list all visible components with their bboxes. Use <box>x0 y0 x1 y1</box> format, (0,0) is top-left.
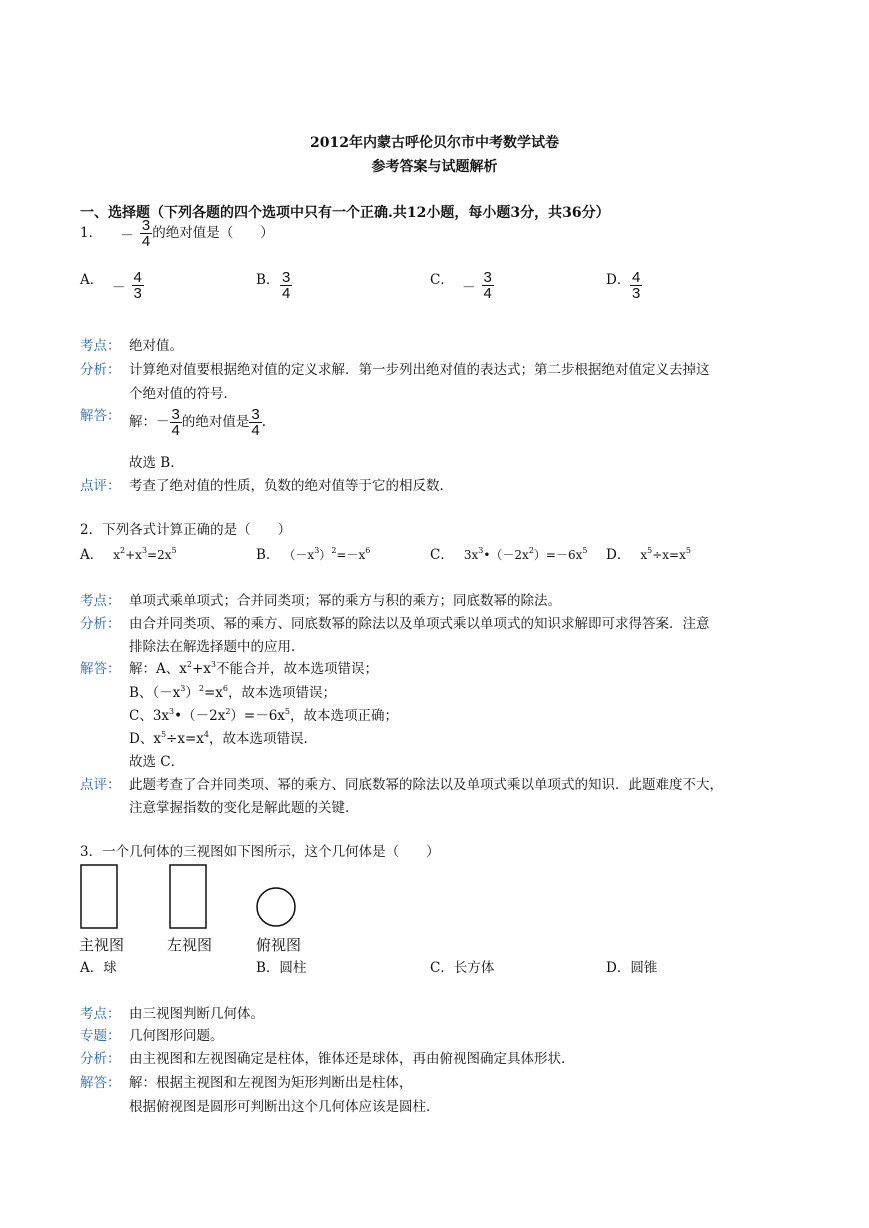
q1-stem: 1． － $\frac{3}{4}$ 的绝对值是（ ） <box>80 217 274 250</box>
q1-option-c-value: － $\frac{3}{4}$ <box>462 269 492 302</box>
q2-jieda-c: C、$3x^3•(-2x^2)=-6x^5$，故本选项正确； <box>129 707 399 724</box>
q1-dianping: 考查了绝对值的性质，负数的绝对值等于它的相反数． <box>129 478 453 494</box>
q3-kaodian-label: 考点： <box>80 1006 121 1022</box>
q2-option-d: D． $x^5\div x=x^5$ <box>606 546 691 563</box>
q1-option-b-value: $\frac{3}{4}$ <box>282 269 291 302</box>
q2-kaodian: 单项式乘单项式；合并同类项；幂的乘方与积的乘方；同底数幂的除法。 <box>129 593 561 609</box>
q2-dianping-line2: 注意掌握指数的变化是解此题的关键． <box>129 800 359 816</box>
doc-subtitle: 参考答案与试题解析 <box>371 159 498 175</box>
q1-option-b: B． <box>256 272 280 288</box>
top-view-circle <box>257 888 295 926</box>
q2-jieda-end: 故选 C． <box>129 754 185 770</box>
q1-jieda-line2: 故选 B． <box>129 455 184 471</box>
q3-zhuanti-label: 专题： <box>80 1028 121 1044</box>
q3-stem: 3．一个几何体的三视图如下图所示，这个几何体是（ ） <box>80 844 440 860</box>
side-view-rect <box>170 865 206 928</box>
q2-fenxi-line2: 排除法在解选择题中的应用． <box>129 639 305 655</box>
q1-option-a: A． <box>80 272 104 288</box>
q3-option-a: A．球 <box>80 960 117 976</box>
q3-jieda-line1: 解：根据主视图和左视图为矩形判断出是柱体， <box>129 1075 413 1091</box>
q1-fenxi-line1: 计算绝对值要根据绝对值的定义求解．第一步列出绝对值的表达式；第二步根据绝对值定义去掉这 <box>129 362 710 378</box>
q1-stem-fraction: $\frac{3}{4}$ <box>141 217 151 250</box>
q3-kaodian: 由三视图判断几何体。 <box>129 1006 264 1022</box>
q2-jieda-d: D、$x^5\div x=x^4$，故本选项错误． <box>129 730 317 747</box>
q1-fenxi-line2: 个绝对值的符号． <box>129 386 237 402</box>
q1-option-c: C． <box>430 272 454 288</box>
q3-option-c: C．长方体 <box>430 960 495 976</box>
q2-option-a: A． $x^2+x^3=2x^5$ <box>80 546 177 563</box>
q2-option-b: B． $(-x^3)^2=-x^6$ <box>256 546 371 563</box>
doc-title: 2012年内蒙古呼伦贝尔市中考数学试卷 <box>310 135 559 151</box>
front-view-rect <box>81 865 117 928</box>
top-view-label: 俯视图 <box>256 936 302 954</box>
q2-option-c: C． $3x^3•(-2x^2)=-6x^5$ <box>430 546 588 563</box>
q1-jieda-label: 解答： <box>80 408 121 424</box>
q2-fenxi-line1: 由合并同类项、幂的乘方、同底数幂的除法以及单项式乘以单项式的知识求解即可求得答案．注意 <box>129 616 710 632</box>
q2-fenxi-label: 分析： <box>80 616 121 632</box>
three-view-figure <box>76 860 316 940</box>
q2-dianping-line1: 此题考查了合并同类项、幂的乘方、同底数幂的除法以及单项式乘以单项式的知识．此题难度不大， <box>129 777 723 793</box>
q2-kaodian-label: 考点： <box>80 593 121 609</box>
q1-option-d: D． <box>606 272 631 288</box>
q1-kaodian: 绝对值。 <box>129 338 183 354</box>
q2-stem: 2．下列各式计算正确的是（ ） <box>80 522 292 538</box>
q1-jieda-line1: 解：－ $\frac{3}{4}$ 的绝对值是 $\frac{3}{4}$ . <box>129 406 266 439</box>
q3-fenxi-label: 分析： <box>80 1051 121 1067</box>
q1-fenxi-label: 分析： <box>80 362 121 378</box>
front-view-label: 主视图 <box>79 936 125 954</box>
side-view-label: 左视图 <box>167 936 213 954</box>
q2-jieda-b: B、$(-x^3)^2=x^6$，故本选项错误； <box>129 684 337 701</box>
q3-zhuanti: 几何图形问题。 <box>129 1028 224 1044</box>
q3-option-d: D．圆锥 <box>606 960 658 976</box>
q1-dianping-label: 点评： <box>80 478 121 494</box>
q3-option-b: B．圆柱 <box>256 960 307 976</box>
q3-jieda-label: 解答： <box>80 1075 121 1091</box>
q2-jieda-label: 解答： <box>80 661 121 677</box>
q3-fenxi: 由主视图和左视图确定是柱体，锥体还是球体，再由俯视图确定具体形状． <box>129 1051 575 1067</box>
q2-jieda-a: 解：A、$x^2+x^3$不能合并，故本选项错误； <box>129 660 378 677</box>
q1-option-a-value: － $\frac{4}{3}$ <box>112 269 142 302</box>
q2-dianping-label: 点评： <box>80 777 121 793</box>
section-header: 一、选择题（下列各题的四个选项中只有一个正确.共12小题，每小题3分，共36分） <box>80 205 610 221</box>
q3-jieda-line2: 根据俯视图是圆形可判断出这个几何体应该是圆柱． <box>129 1099 440 1115</box>
q1-kaodian-label: 考点： <box>80 338 121 354</box>
q1-option-d-value: $\frac{4}{3}$ <box>632 269 641 302</box>
